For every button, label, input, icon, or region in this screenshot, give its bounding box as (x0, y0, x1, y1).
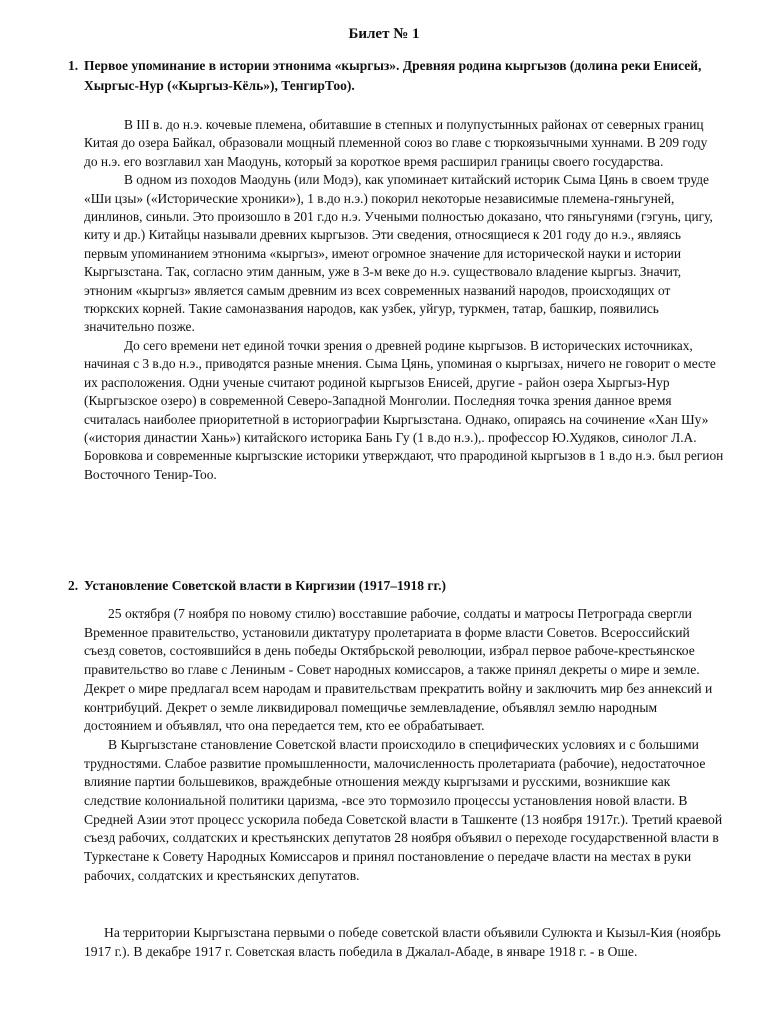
section-2-number: 2. (68, 578, 79, 593)
section-2-paragraph-2: В Кыргызстане становление Советской власти происходило в специфических условиях и с большими трудностями. Слабое развитие промышленности, малочисленность пролетариата (рабочие), недостаточное влияние партии большевиков, враждебные отношения между кыргызами и русскими, возникшие как следствие колониальной политики царизма, -все это тормозило процессы установления новой власти. В Средней Азии этот процесс ускорила победа Советской власти в Ташкенте (13 ноября 1917г.). Третий краевой съезд рабочих, солдатских и крестьянских депутатов 28 ноября объявил о переходе государственной власти в Туркестане к Совету Народных Комиссаров и принял постановление о передаче власти на местах в руки рабочих, солдатских и крестьянских депутатов. (84, 736, 723, 883)
section-1-number: 1. (68, 58, 79, 73)
section-1-body (84, 116, 724, 484)
ticket-title: Билет № 1 (348, 26, 420, 42)
section-2-heading-text: Установление Советской власти в Киргизии (1917–1918 гг.) (84, 578, 446, 593)
section-2-paragraph-1: 25 октября (7 ноября по новому стилю) восставшие рабочие, солдаты и матросы Петрограда свергли Временное правительство, установили диктатуру пролетариата в форме власти Советов. Всероссийский съезд советов, состоявшийся в день победы Октябрьской революции, избрал первое рабоче-крестьянское правительство во главе с Лениным - Совет народных комиссаров, а также принял декреты о мире и земле. Декрет о мире предлагал всем народам и правительствам прекратить войну и заключить мир без аннексий и контрибуций. Декрет о земле ликвидировал помещичье землевладение, объявлял землю народным достоянием и объявлял, что она передается тем, кто ее обрабатывает. (84, 606, 713, 734)
section-1-paragraph-1: В III в. до н.э. кочевые племена, обитавшие в степных и полупустынных районах от северных границ Китая до озера Байкал, образовали мощный племенной союз во главе с тюркоязычными хуннами. В 209 году до н.э. его возглавил хан Маодунь, который за короткое время расширил границы своего государства. (84, 117, 708, 169)
section-1-paragraph-2: В одном из походов Маодунь (или Модэ), как упоминает китайский историк Сыма Цянь в своем труде «Ши цзы» («Исторические хроники»), 1 в.до н.э.) покорил некоторые независимые племена-гяньгуней, динлинов, синьли. Это произошло в 201 г.до н.э. Учеными полностью доказано, что гяньгунями (гэгунь, цигу, киту и др.) Китайцы называли древних кыргызов. Эти сведения, относящиеся к 201 году до н.э., являясь первым упоминанием этнонима «кыргыз», имеют огромное значение для исторической науки и истории Кыргызстана. Так, согласно этим данным, уже в 3-м веке до н.э. существовало владение кыргыз. Значит, этноним «кыргыз» является самым древним из всех современных названий народов, происходящих от тюркских корней. Такие самоназвания народов, как узбек, уйгур, туркмен, татар, башкир, появились значительно позже. (84, 172, 713, 335)
section-2-body (84, 605, 724, 886)
section-2-body-continued (84, 924, 724, 961)
section-2-paragraph-3: На территории Кыргызстана первыми о победе советской власти объявили Сулюкта и Кызыл-Кия (ноябрь 1917 г.). В декабре 1917 г. Советская власть победила в Джалал-Абаде, в январе 1918 г. - в Оше. (84, 925, 721, 959)
section-1-heading-text: Первое упоминание в истории этнонима «кыргыз». Древняя родина кыргызов (долина реки Енисей, Хыргыс-Нур («Кыргыз-Кёль»), ТенгирТоо). (84, 58, 702, 93)
section-1-heading (68, 56, 724, 96)
section-1-paragraph-3: До сего времени нет единой точки зрения о древней родине кыргызов. В исторических источниках, начиная с 3 в.до н.э., приводятся разные мнения. Сыма Цянь, упоминая о кыргызах, ничего не говорит о месте их расположения. Одни ученые считают родиной кыргызов Енисей, другие - район озера Хыргыз-Нур (Кыргызское озеро) в современной Северо-Западной Монголии. Последняя точка зрения данное время считалась наиболее приоритетной в историографии Кыргызстана. Однако, опираясь на сочинение «Хан Шу» («история династии Хань») китайского историка Бань Гу (1 в.до н.э.),. профессор Ю.Худяков, синолог Л.А. Боровкова и современные кыргызские историки утверждают, что прародиной кыргызов в 1 в.до н.э. был регион Восточного Тенир-Тоо. (84, 337, 724, 482)
section-2-heading (68, 576, 724, 596)
